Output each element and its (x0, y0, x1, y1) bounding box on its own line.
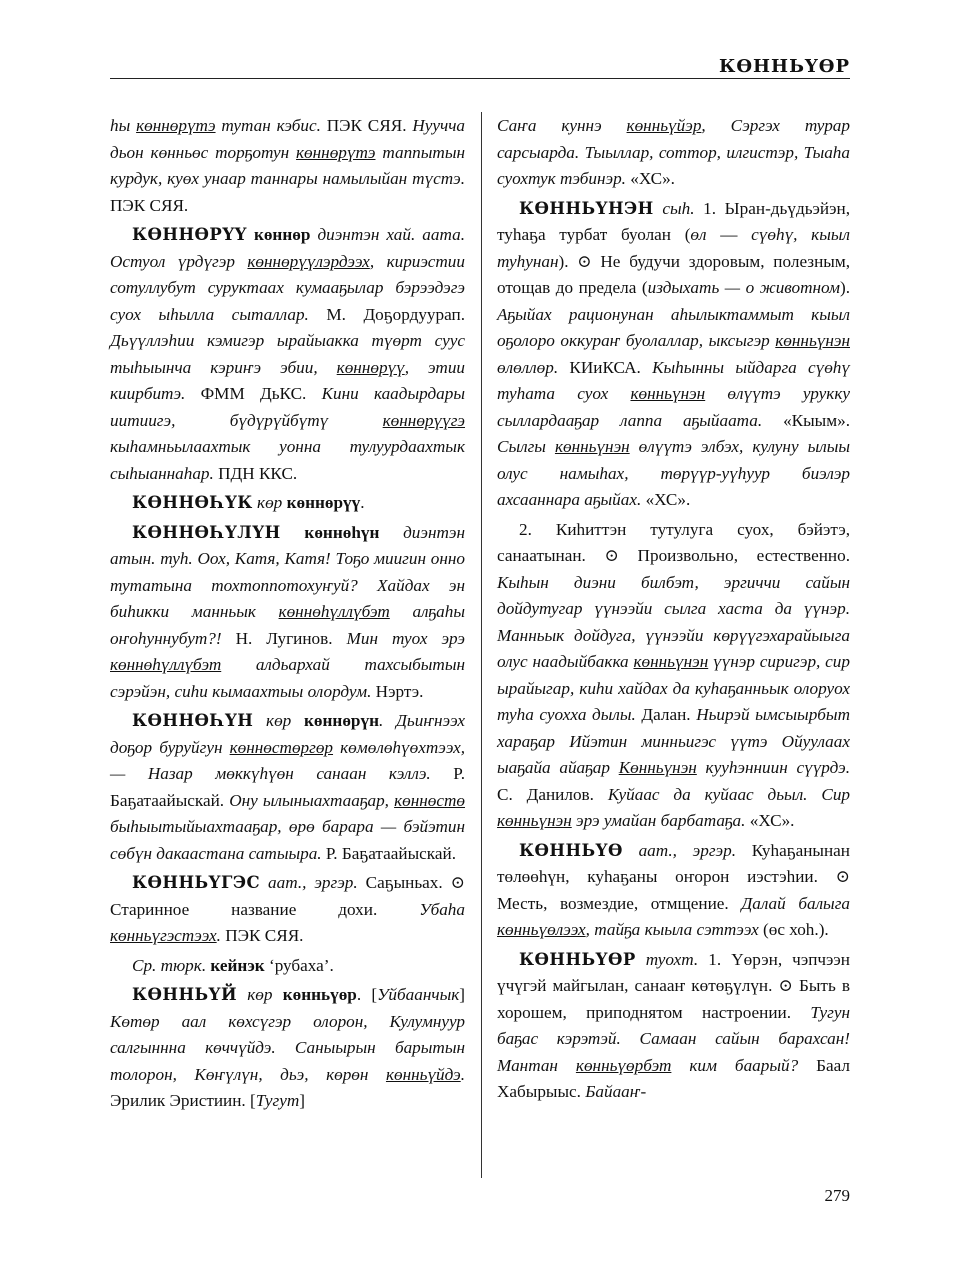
example-keyword: көннөһүллүбэт (278, 602, 390, 621)
entry-text: Р. Баҕатаайыскай. (110, 764, 465, 810)
entry-text: , Сэргэх турар сарсыарда. Тыыллар, соттор, илгистэр, Тыаһа суохтук тэбинэр. (497, 116, 850, 188)
continued-paragraph (497, 113, 850, 193)
entry-text: «Кыым». (783, 410, 850, 430)
entry-text: , этии киирбитэ. (110, 357, 466, 403)
entry-text: кыһамньылаахтык уонна тулуурдаахтык сыһыаннаһар. (110, 437, 465, 483)
entry-text: 1. Үөрэн, чэпчээн үчүгэй майгылан, санааҥ көтөҕүлүн. ⊙ Быть в хорошем, приподнятом настроении. (497, 949, 850, 1022)
entry-text: диэнтэн хай. аата. (310, 225, 465, 244)
entry-text: КИиКСА. (569, 357, 653, 377)
entry-text: 2. Киһиттэн тутулуга суох, бэйэтэ, санаатынан. ⊙ Произвольно, естественно. (497, 519, 850, 565)
entry-text: Нэртэ. (375, 681, 424, 701)
entry-text: алҕаһы оҥоһуннубут?! (110, 602, 465, 648)
entry-text: Куйаас да куйаас дьыл. Сир (607, 784, 851, 804)
continued-paragraph (110, 113, 465, 219)
right-column (497, 113, 850, 1109)
page-header (110, 54, 850, 78)
entry-text: аат., эргэр. (622, 840, 752, 860)
dictionary-entry (110, 222, 465, 487)
entry-text: Нуучча дьон көнньөс торҕотун (110, 116, 466, 162)
example-keyword: көнньүгэстээх (110, 926, 217, 945)
column-divider (481, 112, 482, 1178)
entry-text: аат., эргэр. (260, 873, 366, 892)
entry-text: 1. Ыран-дьүдьэйэн, туһаҕа турбат буолан ( (497, 198, 850, 244)
entry-text: өлүүтэ элбэх, кулуну ылыы олус намыһах, төрүүр-уүһуур биэлэр ахсааннара аҕыйах. (497, 437, 850, 509)
entry-text: туохт. (635, 949, 709, 969)
entry-text: Кини каадырдары иитиигэ, бүдүрүйбүтү (110, 384, 465, 430)
headword: КӨННЬҮӨ (519, 840, 623, 860)
entry-text: Тугут (255, 1091, 300, 1110)
dictionary-entry (110, 982, 465, 1115)
dictionary-entry (497, 196, 850, 514)
entry-text: көннөрүү (286, 493, 361, 512)
entry-text: Дьүүллэһии кэмигэр ырайыакка түөрт сууc тыһыынча кэриҥэ эбии, (110, 331, 465, 377)
entry-text: Баал Хабырыыс. (497, 1055, 850, 1101)
example-keyword: көннөрүүлэрдээх (247, 251, 370, 271)
example-keyword: көнньүөрбэт (575, 1055, 672, 1075)
example-keyword: көннөрүүгэ (382, 410, 465, 430)
dictionary-entry (497, 947, 850, 1106)
page-number: 279 (824, 1186, 850, 1205)
entry-text: ПЭК СЯЯ. (326, 116, 413, 135)
entry-text: быһыытыйыахтааҕар, өрө барара — бэйэтин сөбүн дакаастана сатыыра. (110, 817, 465, 863)
entry-text: Саҥа куннэ (497, 116, 627, 135)
entry-text: Ньирэй ымсыырбыт хараҕар Ийэтин минньигэс үүтэ Ойуулаах ыаҕайа айаҕар (497, 705, 850, 777)
entry-text: «ХС». (645, 490, 691, 509)
entry-text: өл (690, 225, 707, 244)
example-keyword: көннөстөргөр (229, 737, 334, 757)
entry-text: көннөһүн (304, 522, 380, 542)
dictionary-entry (497, 517, 850, 835)
entry-text: Байааҥ- (585, 1082, 647, 1101)
example-keyword: көнньүнэн (630, 384, 706, 403)
entry-text: эрэ умайан барбатаҕа. (571, 811, 750, 830)
entry-text: кууһэнниин сүүрдэ. (696, 758, 851, 777)
example-keyword: көннөрүтэ (296, 142, 376, 162)
entry-text: Тугун баҕас кэрэтэй. Самаан сайын барахсан! Мантан (497, 1002, 850, 1075)
left-column (110, 113, 465, 1118)
example-keyword: көнньүнэн (554, 437, 630, 456)
entry-text: Остуол үрдүгэр (110, 251, 248, 271)
entry-text: Уйбаанчык (377, 985, 460, 1004)
entry-text: , кириэстии сотуллубут суруктаах кумааҕылар бэрээдэгэ суох ыһылла сыталлар. (110, 251, 465, 324)
entry-text: Сылгы (497, 437, 555, 456)
entry-text: көр (252, 493, 287, 512)
entry-text: көннөрүн (304, 711, 379, 730)
entry-text: ] (299, 1091, 306, 1110)
entry-text: ). (839, 278, 850, 297)
entry-text: ПДН ККС. (218, 463, 298, 483)
entry-text: кейнэк (210, 955, 265, 975)
headword: КӨННӨҺҮК (132, 493, 253, 512)
entry-text: Убаһа (419, 899, 465, 919)
example-keyword: көнньүнэн (633, 652, 709, 671)
example-keyword: көнньүйэр (626, 116, 702, 135)
entry-text: Далай балыга (741, 893, 850, 913)
example-keyword: көннөрүтэ (136, 116, 216, 135)
entry-text: Мин туох эрэ (346, 628, 465, 648)
headword: КӨННӨҺҮЛҮН (132, 522, 281, 542)
entry-text: өлөллөр. (497, 357, 570, 377)
dictionary-entry (110, 953, 465, 980)
entry-text: көмөлөһүөхтээх, — Назар мөккүһүөн санаан кэллэ. (110, 737, 465, 783)
headword: КӨННЬҮГЭС (132, 873, 261, 892)
entry-text: Саҕыньах. ⊙ Старинное название дохи. (110, 873, 465, 919)
entry-text: өлүүтэ урукку сыллардааҕар лаппа аҕыйаата. (497, 384, 850, 430)
entry-text: . [ (356, 985, 378, 1004)
headword: КӨННЬҮЙ (132, 985, 238, 1004)
example-keyword: көннөһүллүбэт (110, 655, 222, 674)
entry-text: алдьархай тахсыбытын сэрэйэн, сиһи кымаахтыы олордум. (110, 655, 465, 701)
entry-text: — (706, 225, 752, 244)
entry-text: «ХС». (630, 169, 675, 188)
example-keyword: көнньүнэн (497, 811, 572, 830)
entry-text: диэнтэн атын. туһ. Оох, Катя, Катя! Тоҕо миигин онно тутатына тохтоппотохуҥуй? Хайдах эн биһикки манньык (110, 522, 465, 621)
entry-text: ким баарый? (671, 1055, 817, 1075)
entry-text: С. Данилов. (497, 784, 608, 804)
entry-text: ] (459, 985, 465, 1004)
entry-text: Далан. (641, 705, 697, 724)
entry-text: . (460, 1064, 465, 1084)
entry-text: Эрилик Эристиин. [ (110, 1091, 256, 1110)
entry-text: (өс хоһ.). (763, 920, 829, 939)
entry-text: таппытын курдук, куөх унаар таннары намылыйан түстэ. (110, 142, 465, 188)
entry-text: . (360, 493, 365, 512)
entry-text: . (216, 926, 226, 945)
entry-text: , тайҕа кыыла сэттээх (585, 920, 764, 939)
entry-text: Кыһынны ыйдарга сүөһү туһата суох (497, 357, 850, 403)
entry-text: ). ⊙ Не будучи здоровым, полезным, отощав до предела ( (497, 251, 850, 297)
entry-text: сүөһү, кыыл туһунан (497, 225, 850, 271)
example-keyword: көннөстө (394, 790, 465, 810)
entry-text: издыхать — о животном (647, 278, 840, 297)
header-rule (110, 78, 850, 79)
dictionary-entry (497, 838, 850, 944)
entry-text: ПЭК СЯЯ. (110, 195, 189, 215)
entry-text: көр (237, 985, 283, 1004)
example-keyword: көнньүйдэ (385, 1064, 461, 1084)
example-keyword: көнньүөлээх (497, 920, 586, 939)
entry-text: Куһаҕанынан төлөөһүн, куһаҕаны оҥорон иэстэһии. ⊙ Месть, возмездие, отмщение. (497, 840, 850, 913)
entry-text: Көтөр аал көхсүгэр олорон, Кулумнуур салгыннна көччүйдэ. Саныырын барытын толорон, Көҥүлүн, дьэ, көрөн (110, 1011, 465, 1084)
example-keyword: Көнньүнэн (618, 758, 697, 777)
entry-text: Ср. тюрк. (132, 955, 211, 975)
entry-text: сыһ. (653, 198, 704, 218)
entry-text: . Дьиҥнээх доҕор буруйгун (110, 711, 465, 757)
entry-text (247, 225, 254, 244)
example-keyword: көннөрүү (336, 357, 405, 377)
entry-text: көннөр (253, 225, 311, 244)
dictionary-entry (110, 520, 465, 706)
entry-text: Ону ылыныахтааҕар, (229, 790, 395, 810)
entry-text: Н. Лугинов. (235, 628, 347, 648)
entry-text: Р. Баҕатаайыскай. (325, 843, 456, 863)
entry-text: «ХС». (749, 811, 795, 830)
entry-text: көнньүөр (282, 985, 357, 1004)
entry-text: Кыһын диэни билбэт, эргиччи сайын дойдутугар үүнээйи сылга хаста да үүнэр. Манньык дойдуга, үүнээйи көрүүгэхарайыыга олус наадыйбакка (497, 572, 850, 671)
entry-text: ПЭК СЯЯ. (225, 926, 304, 945)
running-head: КӨННЬҮӨР (719, 56, 850, 77)
entry-text: көр (253, 711, 305, 730)
entry-text: ФММ ДьКС. (200, 384, 322, 403)
entry-text: М. Доҕордуурап. (326, 304, 465, 324)
dictionary-entry (110, 490, 465, 517)
entry-text: үүнэр сиригэр, сир ырайыгар, киһи хайдах да куһаҕанньык олоруох туһа суохха дылы. (497, 652, 850, 724)
entry-text: Аҕыйах рационунан аһылыктаммыт кыыл оҕолоро оккураҥ буолаллар, ыксыгэр (497, 304, 850, 350)
headword: КӨННЬҮӨР (519, 949, 636, 969)
headword: КӨННЬҮНЭН (519, 198, 654, 218)
example-keyword: көнньүнэн (775, 331, 850, 350)
entry-text: тутан кэбис. (215, 116, 327, 135)
entry-text: һы (110, 116, 137, 135)
dictionary-entry (110, 870, 465, 950)
entry-text (281, 523, 305, 542)
entry-text: ‘рубаха’. (264, 955, 334, 975)
dictionary-entry (110, 708, 465, 867)
headword: КӨННӨҺҮН (132, 711, 254, 730)
headword: КӨННӨРҮҮ (132, 225, 247, 244)
